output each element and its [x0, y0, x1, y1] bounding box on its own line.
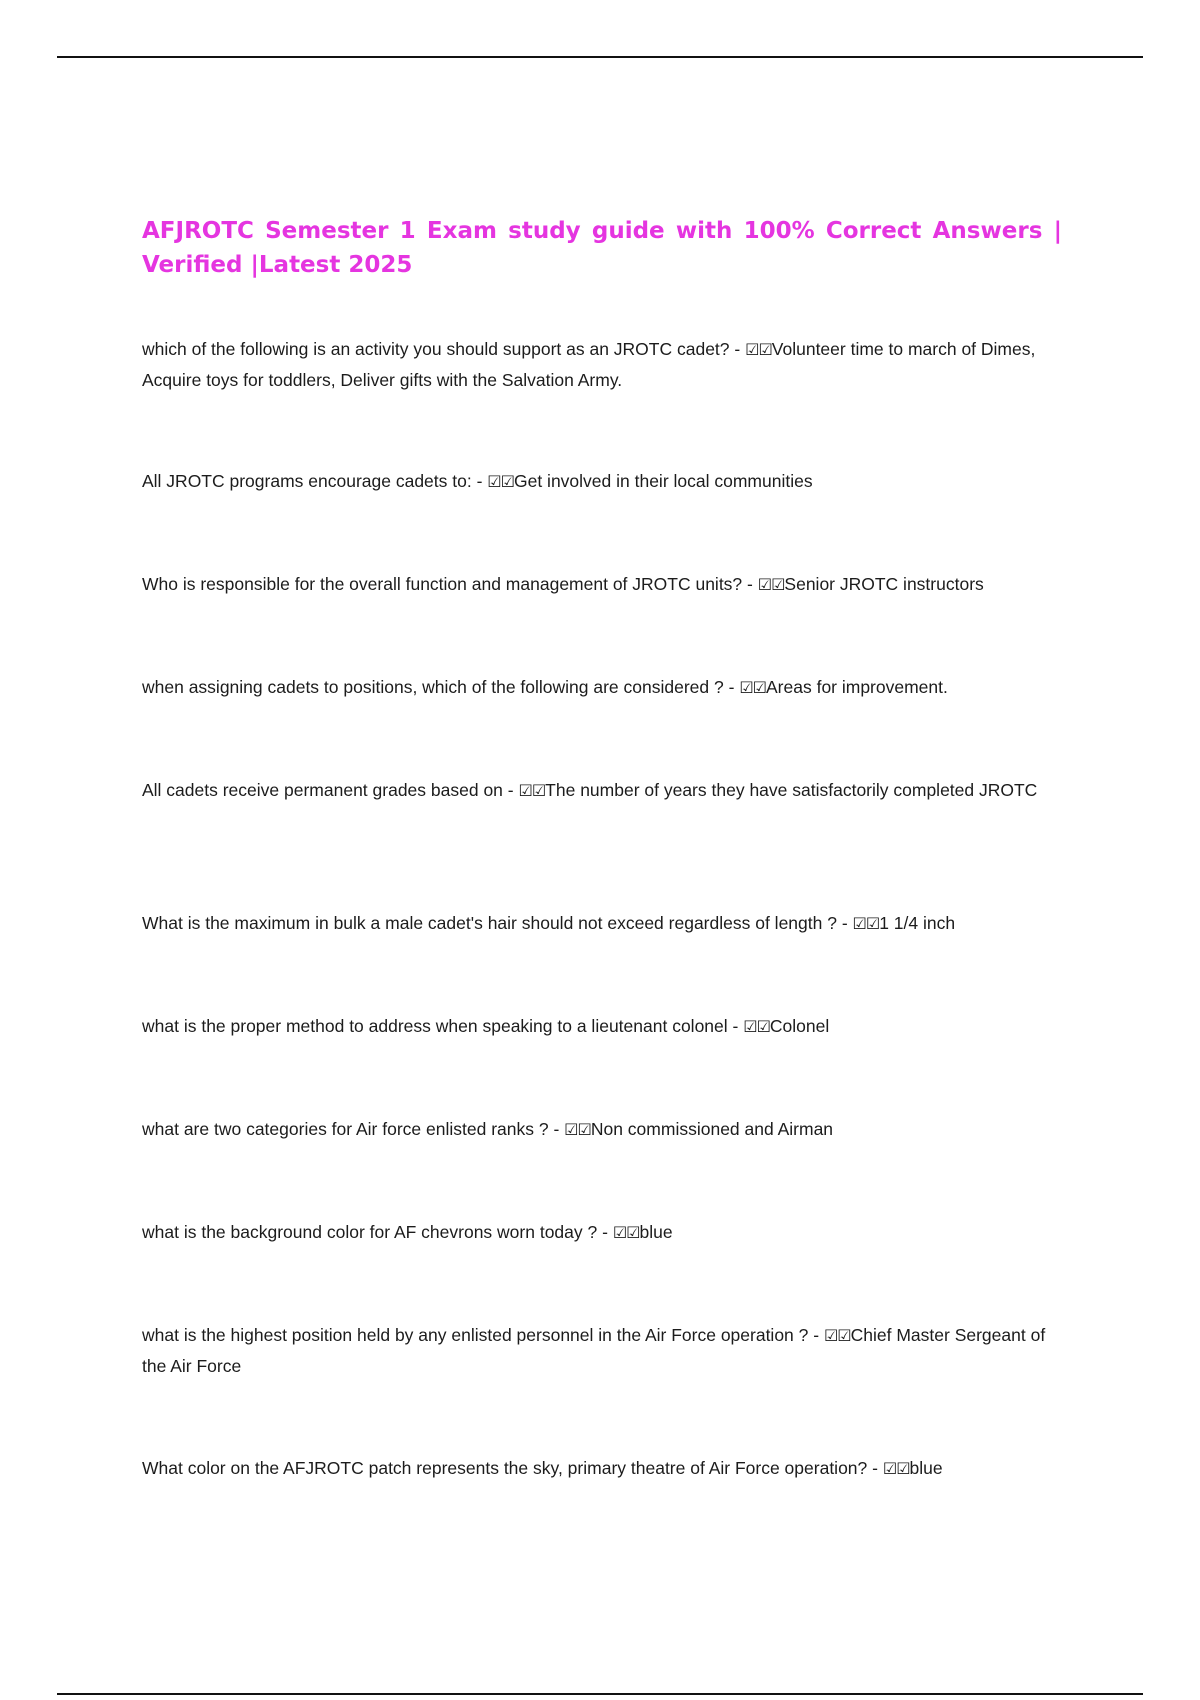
check-icon: ☑☑	[739, 678, 766, 697]
qa-item-7	[142, 1011, 1062, 1042]
question-text: All JROTC programs encourage cadets to:	[142, 471, 472, 491]
question-text: which of the following is an activity you should support as an JROTC cadet?	[142, 339, 730, 359]
answer-text: Non commissioned and Airman	[590, 1119, 834, 1139]
question-text: What is the maximum in bulk a male cadet's hair should not exceed regardless of length ?	[142, 913, 837, 933]
question-text: when assigning cadets to positions, which of the following are considered ?	[142, 677, 724, 697]
qa-item-1	[142, 334, 1062, 396]
check-icon: ☑☑	[564, 1120, 591, 1139]
answer-text: The number of years they have satisfactorily completed JROTC	[545, 780, 1038, 800]
answer-text: Areas for improvement.	[766, 677, 948, 697]
separator: -	[471, 471, 488, 491]
check-icon: ☑☑	[487, 472, 514, 491]
qa-item-3	[142, 569, 1062, 600]
check-icon: ☑☑	[882, 1459, 910, 1478]
bottom-rule	[57, 1693, 1143, 1695]
check-icon: ☑☑	[743, 1017, 770, 1036]
check-icon: ☑☑	[612, 1223, 640, 1242]
qa-item-2	[142, 466, 1062, 497]
top-rule	[57, 56, 1143, 58]
qa-item-6	[142, 908, 1062, 939]
qa-item-4	[142, 672, 1062, 703]
separator: -	[729, 339, 746, 359]
question-text: what is the highest position held by any enlisted personnel in the Air Force operation ?	[142, 1325, 809, 1345]
check-icon: ☑☑	[518, 781, 546, 800]
qa-item-10	[142, 1320, 1062, 1382]
answer-text: Chief Master Sergeant of the Air Force	[142, 1325, 1046, 1376]
answer-text: Get involved in their local communities	[513, 471, 813, 491]
answer-text: blue	[639, 1222, 673, 1242]
separator: -	[548, 1119, 565, 1139]
answer-text: Volunteer time to march of Dimes, Acquire toys for toddlers, Deliver gifts with the Salvation Army.	[142, 339, 1036, 390]
question-text: what is the background color for AF chevrons worn today ?	[142, 1222, 598, 1242]
answer-text: blue	[909, 1458, 943, 1478]
separator: -	[808, 1325, 824, 1345]
question-text: Who is responsible for the overall function and management of JROTC units?	[142, 574, 743, 594]
check-icon: ☑☑	[852, 914, 880, 933]
question-text: What color on the AFJROTC patch represents the sky, primary theatre of Air Force operation?	[142, 1458, 868, 1478]
answer-text: Colonel	[769, 1016, 830, 1036]
question-text: what is the proper method to address when speaking to a lieutenant colonel	[142, 1016, 728, 1036]
separator: -	[597, 1222, 613, 1242]
question-text: what are two categories for Air force enlisted ranks ?	[142, 1119, 549, 1139]
check-icon: ☑☑	[823, 1326, 851, 1345]
question-text: All cadets receive permanent grades based on	[142, 780, 503, 800]
qa-item-5	[142, 775, 1062, 806]
separator: -	[502, 780, 519, 800]
qa-item-8	[142, 1114, 1062, 1145]
separator: -	[867, 1458, 883, 1478]
check-icon: ☑☑	[745, 340, 772, 359]
answer-text: Senior JROTC instructors	[784, 574, 984, 594]
separator: -	[723, 677, 740, 697]
check-icon: ☑☑	[757, 575, 785, 594]
separator: -	[742, 574, 758, 594]
document-title: AFJROTC Semester 1 Exam study guide with 100% Correct Answers | Verified |Latest 2025	[142, 218, 1062, 278]
separator: -	[727, 1016, 744, 1036]
qa-item-11	[142, 1453, 1062, 1484]
qa-item-9	[142, 1217, 1062, 1248]
answer-text: 1 1/4 inch	[879, 913, 956, 933]
separator: -	[836, 913, 853, 933]
